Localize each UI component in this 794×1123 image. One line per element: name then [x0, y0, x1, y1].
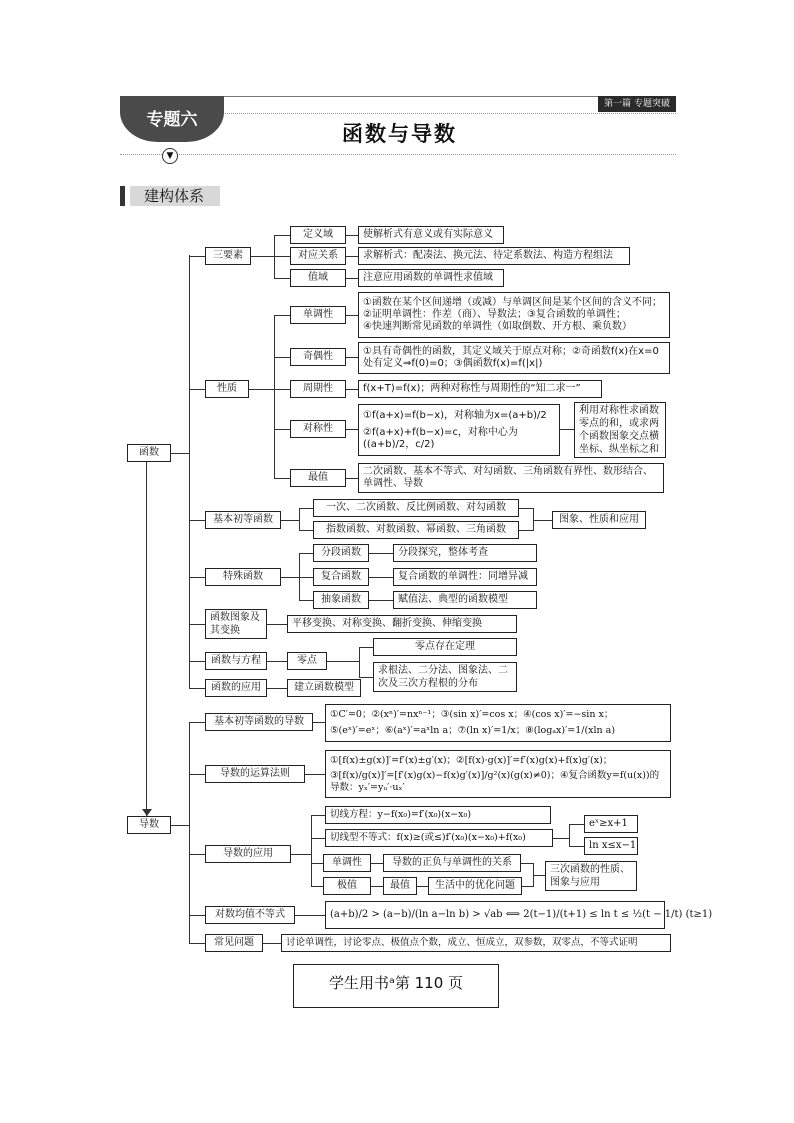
section-marker [120, 186, 125, 206]
basic-derivatives: 基本初等函数的导数 [205, 713, 313, 731]
mapping-node: 对应关系 [290, 247, 346, 265]
monotonic-app: 单调性 [323, 854, 371, 872]
range-node: 值域 [290, 269, 346, 287]
composite-node: 复合函数 [313, 568, 369, 586]
tangent-eq: 切线方程：y−f(x₀)=f′(x₀)(x−x₀) [325, 806, 551, 824]
max-app: 最值 [383, 877, 417, 895]
ineq-exp: eˣ≥x+1 [584, 815, 638, 833]
function-application: 函数的应用 [205, 679, 267, 697]
abstract-desc: 赋值法、典型的函数模型 [393, 591, 537, 609]
parity-node: 奇偶性 [290, 348, 346, 366]
extreme-node: 最值 [290, 469, 346, 487]
derivative-application: 导数的应用 [205, 845, 291, 863]
mapping-desc: 求解析式：配凑法、换元法、待定系数法、构造方程组法 [358, 247, 630, 265]
piecewise-node: 分段函数 [313, 544, 369, 562]
root-methods: 求根法、二分法、图象法、二次及三次方程根的分布 [373, 662, 517, 692]
ineq-log: ln x≤x−1 [584, 837, 638, 855]
topic-tab-label: 专题六 [146, 110, 198, 130]
page-title: 函数与导数 [342, 122, 457, 146]
optimization-app: 生活中的优化问题 [428, 877, 522, 895]
monotonic-desc: ①函数在某个区间递增（或减）与单调区间是某个区间的含义不同； ②证明单调性：作差（商）、导数法；③复合函数的单调性； ④快速判断常见函数的单调性（如取倒数、开方根、乘负数） [358, 292, 670, 338]
extreme-desc: 二次函数、基本不等式、对勾函数、三角函数有界性、数形结合、 单调性、导数 [358, 463, 664, 493]
symmetry-note: 利用对称性求函数零点的和，或求两个函数图象交点横坐标、纵坐标之和 [574, 402, 666, 458]
cubic-function: 三次函数的性质、图象与应用 [545, 861, 637, 891]
composite-desc: 复合函数的单调性：同增异减 [393, 568, 537, 586]
root-derivative: 导数 [127, 816, 171, 834]
piecewise-desc: 分段探究，整体考查 [393, 544, 537, 562]
tangent-ineq: 切线型不等式：f(x)≥(或≤)f′(x₀)(x−x₀)+f(x₀) [325, 829, 553, 847]
log-mean-ineq: 对数均值不等式 [205, 906, 295, 924]
common-problems: 常见问题 [205, 934, 263, 952]
three-elements: 三要素 [205, 247, 251, 265]
parity-desc: ①具有奇偶性的函数，其定义域关于原点对称；②奇函数f(x)在x=0 处有定义⇒f(0)=0；③偶函数f(x)=f(|x|) [358, 342, 670, 374]
root-function: 函数 [127, 444, 171, 462]
graph-transform: 函数图象及其变换 [205, 609, 267, 639]
domain-node: 定义域 [290, 226, 346, 244]
graph-transform-desc: 平移变换、对称变换、翻折变换、伸缩变换 [287, 615, 517, 633]
domain-desc: 使解析式有意义或有实际意义 [358, 226, 504, 244]
range-desc: 注意应用函数的单调性求值域 [358, 269, 504, 287]
section-title: 建构体系 [130, 186, 220, 206]
zero-theorem: 零点存在定理 [373, 638, 517, 656]
zero-node: 零点 [287, 652, 327, 670]
derivative-rules: 导数的运算法则 [205, 765, 305, 783]
period-desc: f(x+T)=f(x)；两种对称性与周期性的“知二求一” [358, 380, 602, 398]
chevron-down-icon: ▼ [162, 148, 178, 164]
common-problems-desc: 讨论单调性，讨论零点、极值点个数，成立、恒成立，双参数，双零点，不等式证明 [281, 934, 671, 952]
basic-derivatives-desc: ①C′=0；②(xⁿ)′=nxⁿ⁻¹；③(sin x)′=cos x；④(cos x)′=−sin x； ⑤(eˣ)′=eˣ；⑥(aˣ)′=aˣln a；⑦(ln x)′=1/x；⑧(logₐx)′=1/(xln a) [325, 704, 671, 742]
abstract-node: 抽象函数 [313, 591, 369, 609]
monotonic-node: 单调性 [290, 306, 346, 324]
basic-group-a: 一次、二次函数、反比例函数、对勾函数 [313, 499, 519, 517]
derivative-rules-desc: ①[f(x)±g(x)]′=f′(x)±g′(x)；②[f(x)·g(x)]′=f′(x)g(x)+f(x)g′(x)； ③[f(x)/g(x)]′=[f′(x)g(x)−f(x)g′(x)]/g²(x)(g(x)≠0)；④复合函数y=f(u(x))的导数：yₓ′=yᵤ′·uₓ′ [325, 750, 671, 798]
basic-group-b: 指数函数、对数函数、幂函数、三角函数 [313, 521, 519, 539]
model-node: 建立函数模型 [287, 679, 361, 697]
log-mean-formula: (a+b)/2 > (a−b)/(ln a−ln b) > √ab ⟺ 2(t−1)/(t+1) ≤ ln t ≤ ½(t − 1/t) (t≥1) [325, 901, 665, 929]
header-bar [120, 96, 676, 161]
period-node: 周期性 [290, 380, 346, 398]
basic-app: 图象、性质和应用 [552, 511, 646, 529]
symmetry-desc: ①f(a+x)=f(b−x)，对称轴为x=(a+b)/2 ②f(a+x)+f(b−x)=c，对称中心为((a+b)/2，c/2) [358, 404, 560, 456]
series-label: 第一篇 专题突破 [598, 96, 676, 112]
basic-functions: 基本初等函数 [205, 511, 281, 529]
footer-page-ref: 学生用书ᵃ第 110 页 [328, 974, 464, 992]
symmetry-node: 对称性 [290, 420, 346, 438]
header-rule [120, 154, 676, 155]
function-equation: 函数与方程 [205, 652, 267, 670]
properties-node: 性质 [205, 380, 249, 398]
special-functions: 特殊函数 [205, 568, 281, 586]
sign-monotonic: 导数的正负与单调性的关系 [383, 854, 521, 872]
extreme-app: 极值 [323, 877, 371, 895]
